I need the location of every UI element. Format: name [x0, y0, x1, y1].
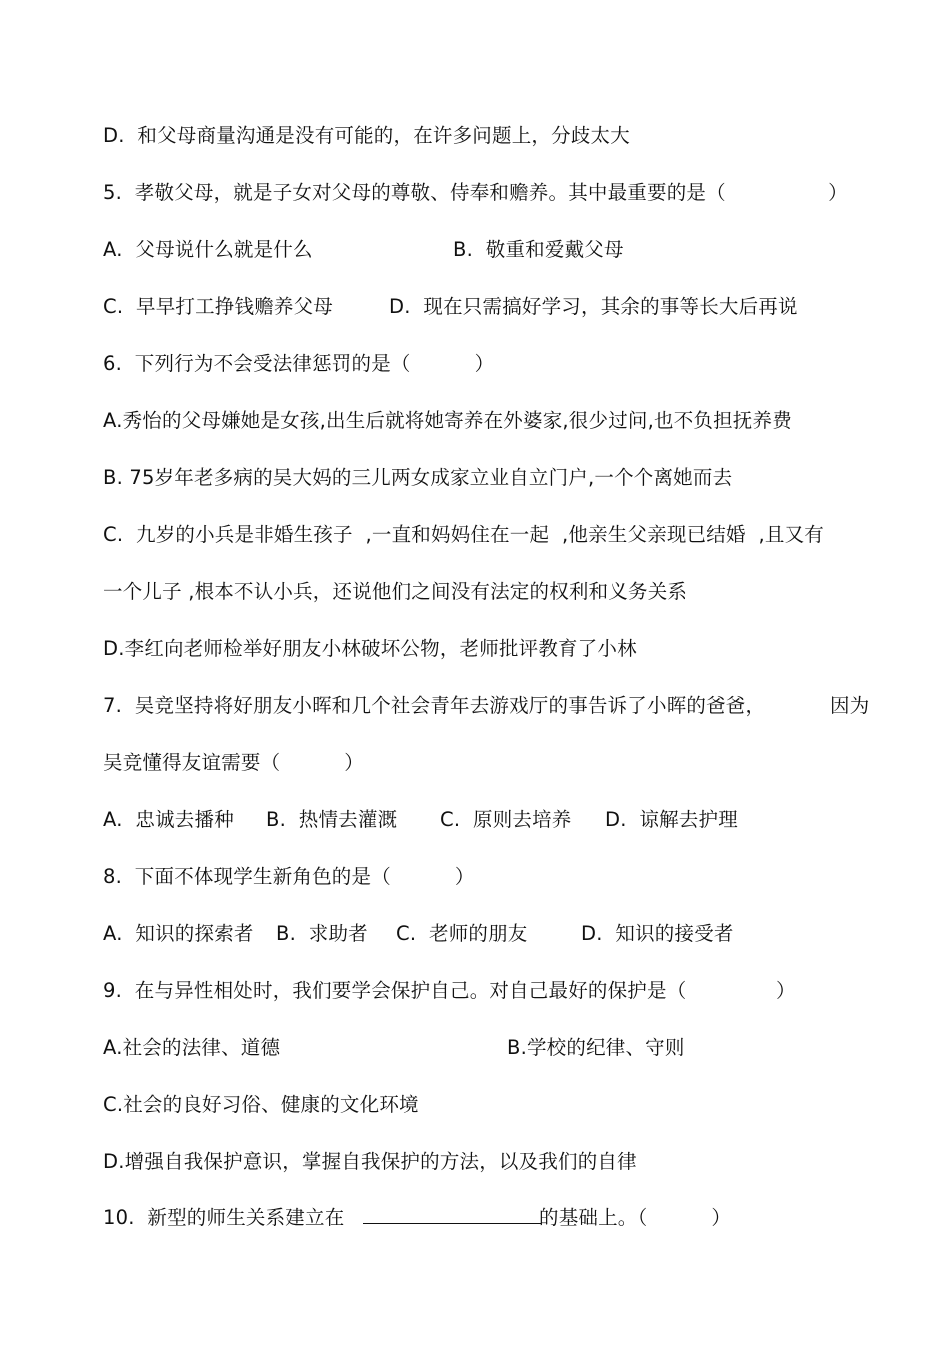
q5-option-c: C. 早早打工挣钱赡养父母	[103, 295, 334, 318]
q5-stem	[103, 178, 848, 208]
q7-option-a: A. 忠诚去播种	[103, 808, 234, 831]
question-text: 5. 孝敬父母，就是子女对父母的尊敬、侍奉和赡养。其中最重要的是（ ）	[103, 181, 848, 204]
option-text: B. 75岁年老多病的吴大妈的三儿两女成家立业自立门户,一个个离她而去	[103, 466, 733, 489]
q5-option-a: A. 父母说什么就是什么	[103, 238, 313, 261]
q5-option-b: B. 敬重和爱戴父母	[453, 238, 624, 261]
q8-option-b: B. 求助者	[276, 922, 368, 945]
option-text: C.社会的良好习俗、健康的文化环境	[103, 1093, 419, 1116]
q6-option-d	[103, 634, 637, 664]
q9-option-c	[103, 1090, 419, 1120]
q7-option-c: C. 原则去培养	[440, 808, 572, 831]
answer-blank-line	[363, 1203, 541, 1224]
q5-option-d: D. 现在只需搞好学习，其余的事等长大后再说	[389, 295, 798, 318]
q7-option-d: D. 谅解去护理	[605, 808, 738, 831]
q7-option-b: B. 热情去灌溉	[266, 808, 398, 831]
question-text-tail: 因为	[830, 694, 870, 717]
q8-option-a: A. 知识的探索者	[103, 922, 254, 945]
option-text: D. 和父母商量沟通是没有可能的，在许多问题上，分歧太大	[103, 124, 630, 147]
question-text-tail: 的基础上。（ ）	[539, 1206, 732, 1229]
q9-options-ab	[103, 1033, 685, 1063]
q8-stem	[103, 862, 475, 892]
q9-stem	[103, 976, 796, 1006]
q9-option-a: A.社会的法律、道德	[103, 1036, 281, 1059]
question-text: 8. 下面不体现学生新角色的是（ ）	[103, 865, 475, 888]
option-text: D.李红向老师检举好朋友小林破坏公物，老师批评教育了小林	[103, 637, 637, 660]
q7-options	[103, 805, 738, 835]
question-text: 7. 吴竞坚持将好朋友小晖和几个社会青年去游戏厅的事告诉了小晖的爸爸，	[103, 694, 766, 717]
q7-stem-line1	[103, 691, 870, 721]
question-text: 吴竞懂得友谊需要（ ）	[103, 751, 364, 774]
q8-option-c: C. 老师的朋友	[396, 922, 528, 945]
q9-option-d	[103, 1147, 637, 1177]
q8-options	[103, 919, 734, 949]
q9-option-b: B.学校的纪律、守则	[507, 1036, 685, 1059]
q8-option-d: D. 知识的接受者	[581, 922, 734, 945]
q7-stem-line2	[103, 748, 364, 778]
q6-option-a	[103, 406, 792, 436]
q6-option-c-line2	[103, 577, 688, 607]
option-text: D.增强自我保护意识，掌握自我保护的方法，以及我们的自律	[103, 1150, 637, 1173]
q6-stem	[103, 349, 495, 379]
question-text: 9. 在与异性相处时，我们要学会保护自己。对自己最好的保护是（ ）	[103, 979, 796, 1002]
question-text: 6. 下列行为不会受法律惩罚的是（ ）	[103, 352, 495, 375]
q6-option-b	[103, 463, 733, 493]
option-text: A.秀怡的父母嫌她是女孩,出生后就将她寄养在外婆家,很少过问,也不负担抚养费	[103, 409, 792, 432]
question-text: 10. 新型的师生关系建立在	[103, 1206, 345, 1229]
option-text: C. 九岁的小兵是非婚生孩子 ,一直和妈妈住在一起 ,他亲生父亲现已结婚 ,且又有	[103, 523, 824, 546]
q5-options-ab	[103, 235, 624, 265]
q6-option-c-line1	[103, 520, 824, 550]
q4-option-d	[103, 121, 630, 151]
q5-options-cd	[103, 292, 798, 322]
q10-stem	[103, 1203, 732, 1233]
answer-blank	[361, 1203, 543, 1233]
option-text: 一个儿子 ,根本不认小兵，还说他们之间没有法定的权利和义务关系	[103, 580, 688, 603]
